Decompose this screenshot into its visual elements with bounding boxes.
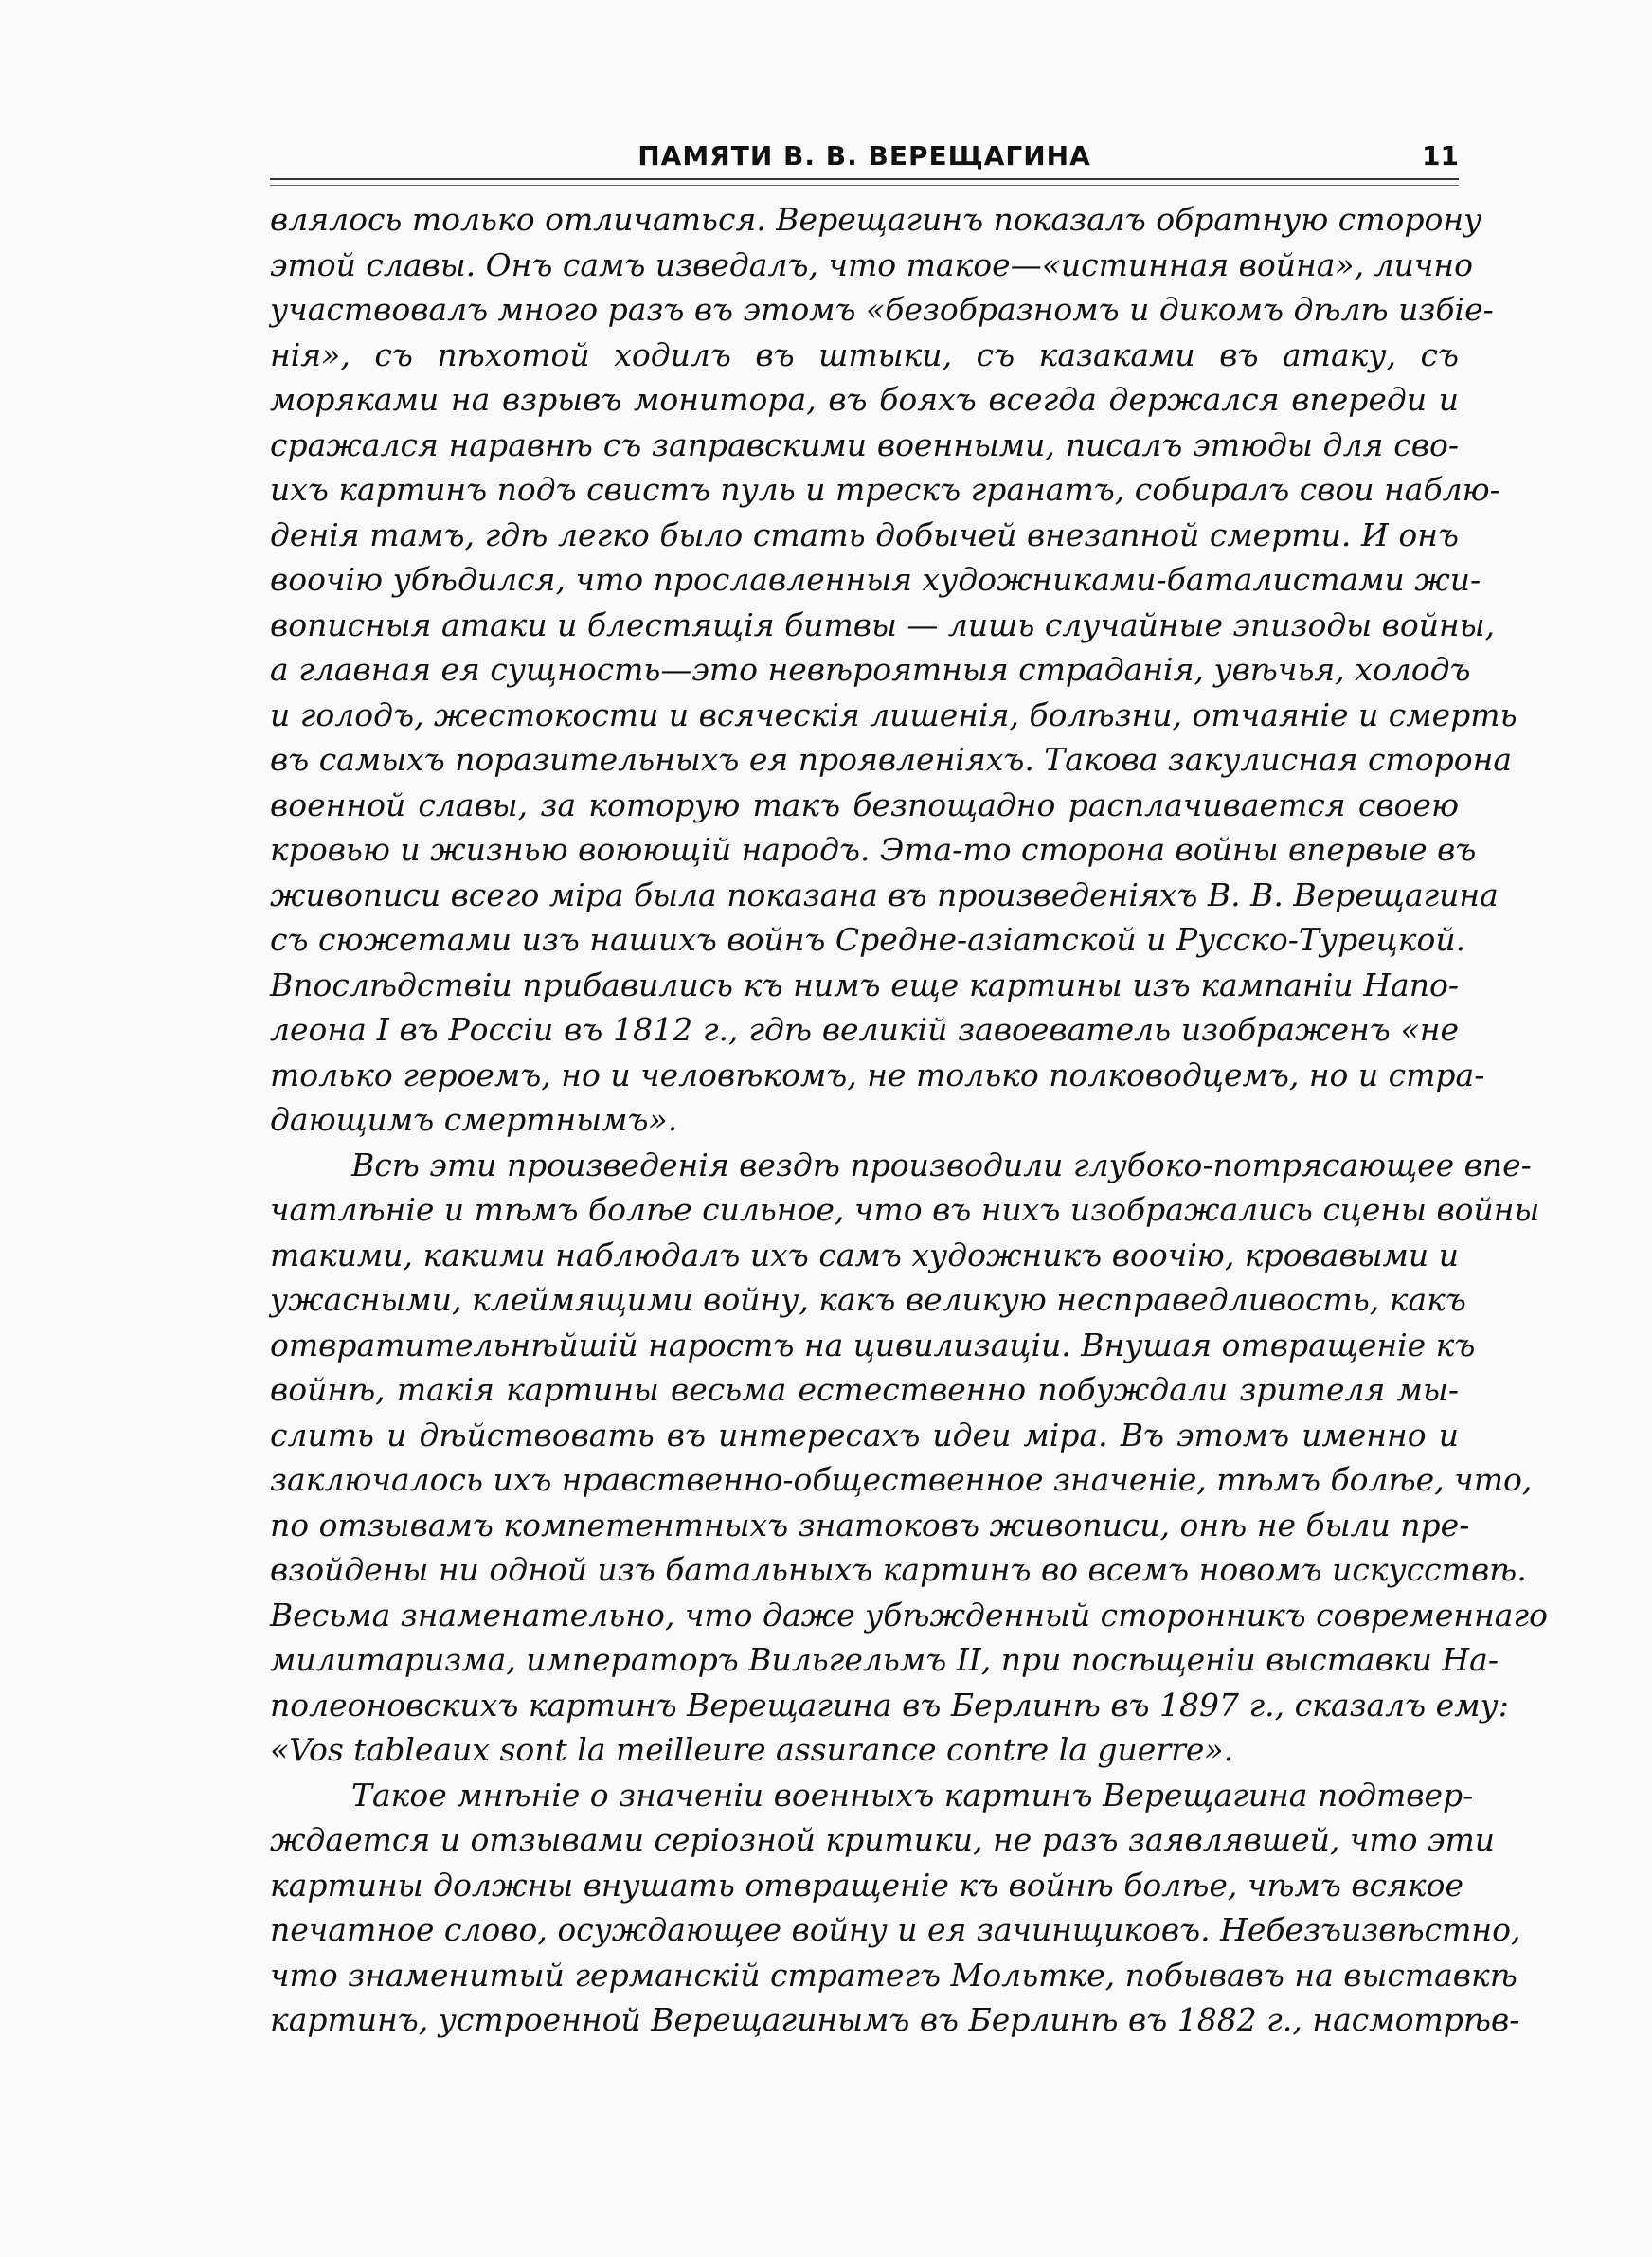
text-line: взойдены ни одной изъ батальныхъ картинъ во всемъ новомъ искусствѣ. — [270, 1551, 1527, 1588]
text-line: ждается и отзывами серіозной критики, не разъ заявлявшей, что эти — [270, 1821, 1496, 1858]
text-line: нія», съ пѣхотой ходилъ въ штыки, съ казаками въ атаку, съ — [270, 335, 1459, 373]
text-line: участвовалъ много разъ въ этомъ «безобразномъ и дикомъ дѣлѣ избіе- — [270, 291, 1494, 328]
text-line: Всѣ эти произведенія вездѣ производили глубоко-потрясающее впе- — [351, 1146, 1532, 1183]
text-line: дающимъ смертнымъ». — [270, 1101, 678, 1138]
text-line: отвратительнѣйшій наростъ на цивилизаціи. Внушая отвращеніе къ — [270, 1326, 1476, 1363]
text-line: ихъ картинъ подъ свистъ пуль и трескъ гранатъ, собиралъ свои наблю- — [270, 471, 1500, 508]
text-line: такими, какими наблюдалъ ихъ самъ художникъ воочію, кровавыми и — [270, 1236, 1459, 1273]
text-line: что знаменитый германскій стратегъ Мольтке, побывавъ на выставкѣ — [270, 1956, 1517, 1994]
text-line: только героемъ, но и человѣкомъ, не только полководцемъ, но и стра- — [270, 1056, 1485, 1093]
text-line: вописныя атаки и блестящія битвы — лишь случайные эпизоды войны, — [270, 605, 1496, 643]
text-line: кровью и жизнью воюющій народъ. Эта-то сторона войны впервые въ — [270, 831, 1477, 868]
text-line: по отзывамъ компетентныхъ знатоковъ живописи, онѣ не были пре- — [270, 1506, 1470, 1544]
text-line: моряками на взрывъ монитора, въ бояхъ всегда держался впереди и — [270, 381, 1459, 418]
text-line: а главная ея сущность—это невѣроятныя страданія, увѣчья, холодъ — [270, 651, 1471, 688]
text-line: живописи всего міра была показана въ произведеніяхъ В. В. Верещагина — [270, 876, 1499, 913]
text-line: печатное слово, осуждающее войну и ея зачинщиковъ. Небезъизвѣстно, — [270, 1911, 1521, 1948]
text-line: денія тамъ, гдѣ легко было стать добычей внезапной смерти. И онъ — [270, 515, 1459, 553]
text-line: Впослѣдствіи прибавились къ нимъ еще картины изъ кампаніи Напо- — [270, 966, 1459, 1003]
text-line: полеоновскихъ картинъ Верещагина въ Берлинѣ въ 1897 г., сказалъ ему: — [270, 1686, 1509, 1724]
text-line: милитаризма, императоръ Вильгельмъ II, при посѣщеніи выставки На- — [270, 1641, 1499, 1678]
text-line: леона I въ Россіи въ 1812 г., гдѣ великій завоеватель изображенъ «не — [270, 1011, 1459, 1048]
body-text — [270, 197, 1548, 2043]
text-line: картины должны внушать отвращеніе къ войнѣ болѣе, чѣмъ всякое — [270, 1866, 1464, 1904]
text-line: съ сюжетами изъ нашихъ войнъ Средне-азіатской и Русско-Турецкой. — [270, 921, 1466, 958]
text-line: Весьма знаменательно, что даже убѣжденный сторонникъ современнаго — [270, 1596, 1548, 1634]
text-line: заключалось ихъ нравственно-общественное значеніе, тѣмъ болѣе, что, — [270, 1461, 1533, 1498]
text-line: «Vos tableaux sont la meilleure assurance contre la guerre». — [270, 1731, 1234, 1768]
header-rule — [270, 178, 1459, 186]
text-line: картинъ, устроенной Верещагинымъ въ Берлинѣ въ 1882 г., насмотрѣв- — [270, 2001, 1520, 2038]
text-line: сражался наравнѣ съ заправскими военными, писалъ этюды для сво- — [270, 425, 1459, 463]
text-line: этой славы. Онъ самъ изведалъ, что такое—«истинная война», лично — [270, 245, 1473, 283]
text-line: ужасными, клеймящими войну, какъ великую несправедливость, какъ — [270, 1281, 1466, 1318]
text-line: военной славы, за которую такъ безпощадно расплачивается своею — [270, 785, 1459, 823]
text-line: воочію убѣдился, что прославленныя художниками-баталистами жи- — [270, 561, 1481, 598]
text-line: слить и дѣйствовать въ интересахъ идеи міра. Въ этомъ именно и — [270, 1416, 1459, 1454]
running-title: ПАМЯТИ В. В. ВЕРЕЩАГИНА — [637, 140, 1091, 172]
text-line: чатлѣніе и тѣмъ болѣе сильное, что въ нихъ изображались сцены войны — [270, 1191, 1540, 1228]
text-line: и голодъ, жестокости и всяческія лишенія, болѣзни, отчаяніе и смерть — [270, 695, 1517, 733]
text-line: Такое мнѣніе о значеніи военныхъ картинъ Верещагина подтвер- — [351, 1776, 1474, 1814]
text-line: въ самыхъ поразительныхъ ея проявленіяхъ. Такова закулисная сторона — [270, 741, 1512, 778]
page-header — [270, 140, 1459, 180]
text-line: войнѣ, такія картины весьма естественно побуждали зрителя мы- — [270, 1371, 1459, 1408]
page-number: 11 — [1422, 140, 1459, 172]
text-line: влялось только отличаться. Верещагинъ показалъ обратную сторону — [270, 201, 1482, 238]
